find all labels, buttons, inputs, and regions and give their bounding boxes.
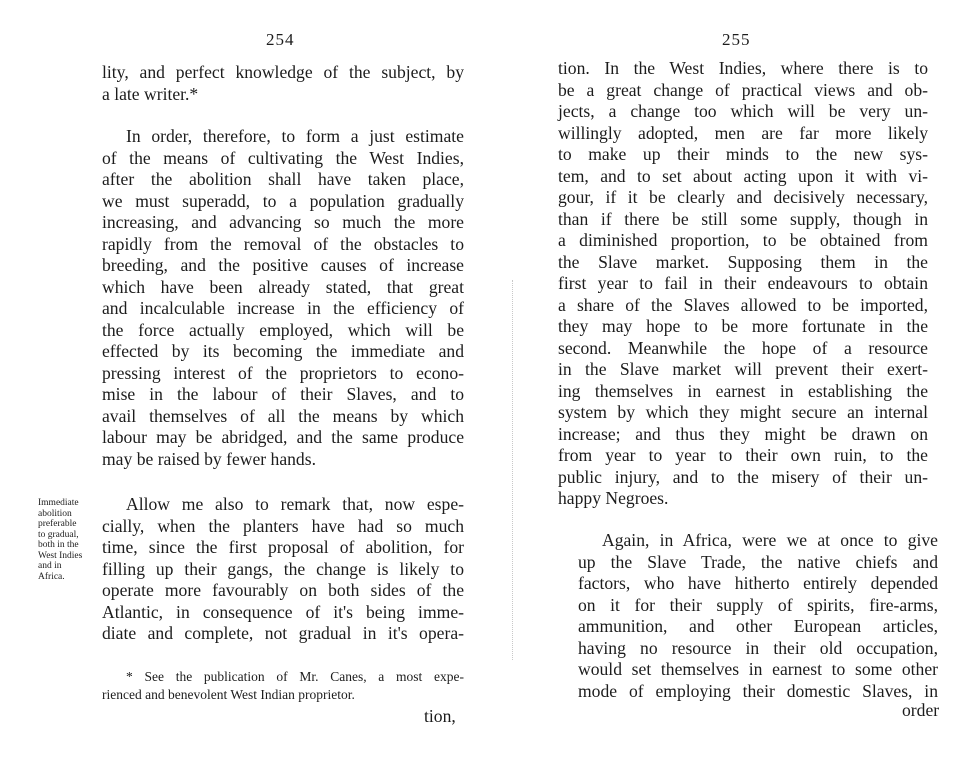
text-line: the Slave market. Supposing them in the xyxy=(558,251,928,272)
text-line: public injury, and to the misery of their un- xyxy=(558,466,928,487)
left-paragraph-1 xyxy=(102,126,464,470)
margin-sidenote xyxy=(38,498,100,582)
text-line: In order, therefore, to form a just estimate xyxy=(126,126,464,146)
catchword-left: tion, xyxy=(424,706,456,726)
page-number-left: 254 xyxy=(266,30,295,49)
footnote-line: rienced and benevolent West Indian proprietor. xyxy=(102,687,355,702)
text-line: which have been already stated, that great xyxy=(102,276,464,297)
text-line: than if there be still some supply, though in xyxy=(558,208,928,229)
text-line: ammunition, and other European articles, xyxy=(578,616,938,636)
sidenote-line: Africa. xyxy=(38,571,65,582)
text-line: avail themselves of all the means by which xyxy=(102,405,464,426)
text-line: Again, in Africa, were we at once to give xyxy=(602,530,938,550)
text-line: tion. In the West Indies, where there is to xyxy=(558,58,928,78)
sidenote-line: Immediate xyxy=(38,498,79,508)
text-line: mise in the labour of their Slaves, and to xyxy=(102,384,464,404)
text-line: diate and complete, not gradual in it's opera- xyxy=(102,623,464,643)
text-line: ing themselves in earnest in establishing the xyxy=(558,380,928,401)
sidenote-line: and in xyxy=(38,561,62,571)
text-line: be a great change of practical views and ob- xyxy=(558,79,928,100)
text-line: effected by its becoming the immediate and xyxy=(102,341,464,361)
right-paragraph-1 xyxy=(558,58,928,510)
text-line: Atlantic, in consequence of it's being imme- xyxy=(102,601,464,622)
text-line: willingly adopted, men are far more likely xyxy=(558,122,928,143)
text-line: the force actually employed, which will be xyxy=(102,319,464,340)
footnote xyxy=(102,668,464,704)
text-line: mode of employing their domestic Slaves, in xyxy=(578,680,938,701)
sidenote-line: West Indies xyxy=(38,550,83,561)
text-line: filling up their gangs, the change is likely to xyxy=(102,558,464,579)
text-line: pressing interest of the proprietors to econo- xyxy=(102,362,464,383)
text-line: labour may be abridged, and the same produce xyxy=(102,427,464,447)
text-line: may be raised by fewer hands. xyxy=(102,448,316,469)
text-line: first year to fail in their endeavours to obtain xyxy=(558,273,928,293)
text-line: Allow me also to remark that, now espe- xyxy=(126,494,464,514)
page-number-right: 255 xyxy=(722,30,751,49)
sidenote-line: preferable xyxy=(38,519,77,529)
footnote-line: * See the publication of Mr. Canes, a most expe- xyxy=(126,669,464,684)
text-line: up the Slave Trade, the native chiefs and xyxy=(578,551,938,572)
text-line: tem, and to set about acting upon it with vi- xyxy=(558,165,928,186)
text-line: having no resource in their old occupation, xyxy=(578,637,938,658)
text-line: operate more favourably on both sides of the xyxy=(102,580,464,600)
text-line: lity, and perfect knowledge of the subject, by xyxy=(102,62,464,82)
text-line: of the means of cultivating the West Indies, xyxy=(102,147,464,168)
text-line: they may hope to be more fortunate in the xyxy=(558,316,928,336)
text-line: cially, when the planters have had so much xyxy=(102,515,464,536)
text-line: breeding, and the positive causes of increase xyxy=(102,255,464,275)
text-line: factors, who have hitherto entirely depended xyxy=(578,573,938,593)
left-paragraph-2 xyxy=(102,494,464,645)
text-line: on it for their supply of spirits, fire-arms, xyxy=(578,594,938,615)
text-line: time, since the first proposal of abolition, for xyxy=(102,537,464,557)
left-lead-text xyxy=(102,62,464,105)
text-line: rapidly from the removal of the obstacles to xyxy=(102,233,464,254)
right-paragraph-2 xyxy=(578,530,938,702)
text-line: increasing, and advancing so much the more xyxy=(102,212,464,232)
text-line: a share of the Slaves allowed to be imported, xyxy=(558,294,928,315)
text-line: second. Meanwhile the hope of a resource xyxy=(558,337,928,358)
text-line: increase; and thus they might be drawn on xyxy=(558,423,928,444)
catchword-right: order xyxy=(902,700,940,720)
text-line: in the Slave market will prevent their exert- xyxy=(558,359,928,379)
text-line: system by which they might secure an internal xyxy=(558,402,928,422)
sidenote-line: both in the xyxy=(38,540,79,550)
text-line: after the abolition shall have taken place, xyxy=(102,169,464,189)
sidenote-line: to gradual, xyxy=(38,529,79,540)
sidenote-line: abolition xyxy=(38,508,72,519)
text-line: jects, a change too which will be very un- xyxy=(558,101,928,121)
text-line: happy Negroes. xyxy=(558,488,669,508)
text-line: and incalculable increase in the efficiency of xyxy=(102,298,464,318)
text-line: from year to year to their own ruin, to the xyxy=(558,445,928,465)
text-line: would set themselves in earnest to some other xyxy=(578,659,938,679)
text-line: gour, if it be clearly and decisively necessary, xyxy=(558,187,928,207)
text-line: a late writer.* xyxy=(102,83,199,104)
text-line: to make up their minds to the new sys- xyxy=(558,144,928,164)
text-line: a diminished proportion, to be obtained from xyxy=(558,230,928,250)
text-line: we must superadd, to a population gradually xyxy=(102,190,464,211)
